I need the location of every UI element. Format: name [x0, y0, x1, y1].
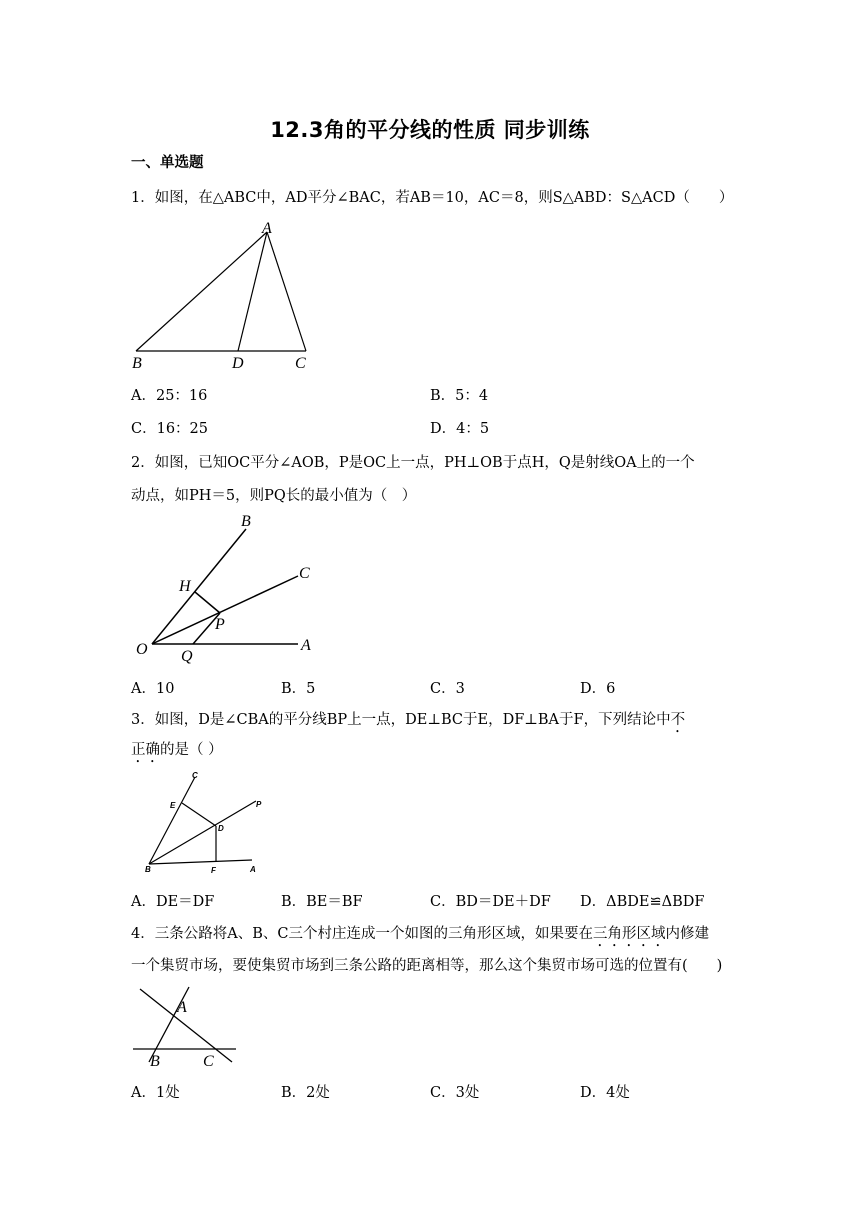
page-title: 12.3角的平分线的性质 同步训练 — [270, 118, 590, 142]
q1-triangle-figure — [128, 220, 328, 370]
q3-option-c[interactable]: C．BD＝DE＋DF — [430, 894, 551, 910]
q4-option-d[interactable]: D．4处 — [580, 1085, 630, 1101]
question-4-line-1-text-c: 内修建 — [665, 926, 709, 942]
question-1-text: 1．如图，在△ABC中，AD平分∠BAC，若AB＝10，AC＝8，则S△ABD：S△ACD（ ） — [131, 190, 734, 206]
q2-label-q: Q — [181, 648, 193, 665]
q2-label-h: H — [179, 578, 191, 595]
q1-label-a: A — [262, 220, 272, 237]
q1-option-b[interactable]: B．5：4 — [430, 388, 489, 404]
question-3-line-2-text: 的是（ ） — [160, 742, 223, 758]
q2-label-p: P — [215, 616, 225, 633]
q2-label-o: O — [136, 641, 148, 658]
q3-option-d[interactable]: D．ΔBDE≌ΔBDF — [580, 894, 705, 910]
question-3-line-1 — [131, 708, 685, 736]
question-3-line-1-text: 3．如图，D是∠CBA的平分线BP上一点，DE⊥BC于E，DF⊥BA于F，下列结论中 — [131, 712, 671, 728]
question-4-line-1-text-a: 4．三条公路将A、B、C三个村庄连成一个如图的三角形区域，如果要在 — [131, 926, 593, 942]
q2-option-b[interactable]: B．5 — [281, 681, 316, 697]
q1-label-b: B — [132, 355, 142, 372]
q4-option-c[interactable]: C．3处 — [430, 1085, 480, 1101]
q3-label-c: C — [192, 771, 198, 780]
q3-label-f: F — [211, 866, 216, 875]
q1-label-d: D — [232, 355, 244, 372]
q1-label-c: C — [295, 355, 306, 372]
q4-label-c: C — [203, 1053, 214, 1070]
q3-label-a: A — [250, 865, 256, 874]
q1-option-d[interactable]: D．4：5 — [430, 421, 490, 437]
q4-label-b: B — [150, 1053, 160, 1070]
q1-option-a[interactable]: A．25：16 — [131, 388, 208, 404]
q2-label-b: B — [241, 513, 251, 530]
q3-label-p: P — [256, 800, 262, 809]
q4-option-a[interactable]: A．1处 — [131, 1085, 180, 1101]
q2-label-c: C — [299, 565, 310, 582]
question-3-emphasis-correct: 正确 — [131, 742, 160, 758]
q2-label-a: A — [301, 637, 311, 654]
question-2-line-2: 动点，如PH＝5，则PQ长的最小值为（ ） — [131, 488, 417, 504]
question-3-emphasis-not: 不 — [670, 712, 686, 728]
q4-roads-figure — [130, 985, 250, 1075]
q3-label-b: B — [145, 865, 151, 874]
question-3-line-2 — [131, 738, 223, 766]
q3-bisector-figure — [140, 770, 280, 880]
q2-option-a[interactable]: A．10 — [131, 681, 175, 697]
q4-option-b[interactable]: B．2处 — [281, 1085, 330, 1101]
section-heading: 一、单选题 — [131, 155, 204, 171]
q3-option-b[interactable]: B．BE＝BF — [281, 894, 363, 910]
q2-option-d[interactable]: D．6 — [580, 681, 616, 697]
q2-option-c[interactable]: C．3 — [430, 681, 465, 697]
q3-label-e: E — [170, 801, 176, 810]
q4-label-a: A — [177, 999, 187, 1016]
q1-option-c[interactable]: C．16：25 — [131, 421, 208, 437]
q2-angle-figure — [133, 512, 333, 672]
q3-option-a[interactable]: A．DE＝DF — [131, 894, 215, 910]
question-4-line-2: 一个集贸市场，要使集贸市场到三条公路的距离相等，那么这个集贸市场可选的位置有( ) — [131, 958, 723, 974]
question-4-line-1 — [131, 922, 709, 950]
question-2-line-1: 2．如图，已知OC平分∠AOB，P是OC上一点，PH⊥OB于点H，Q是射线OA上的一个 — [131, 455, 695, 471]
q3-label-d: D — [218, 824, 224, 833]
question-4-emphasis-triangle-region: 三角形区域 — [592, 926, 666, 942]
